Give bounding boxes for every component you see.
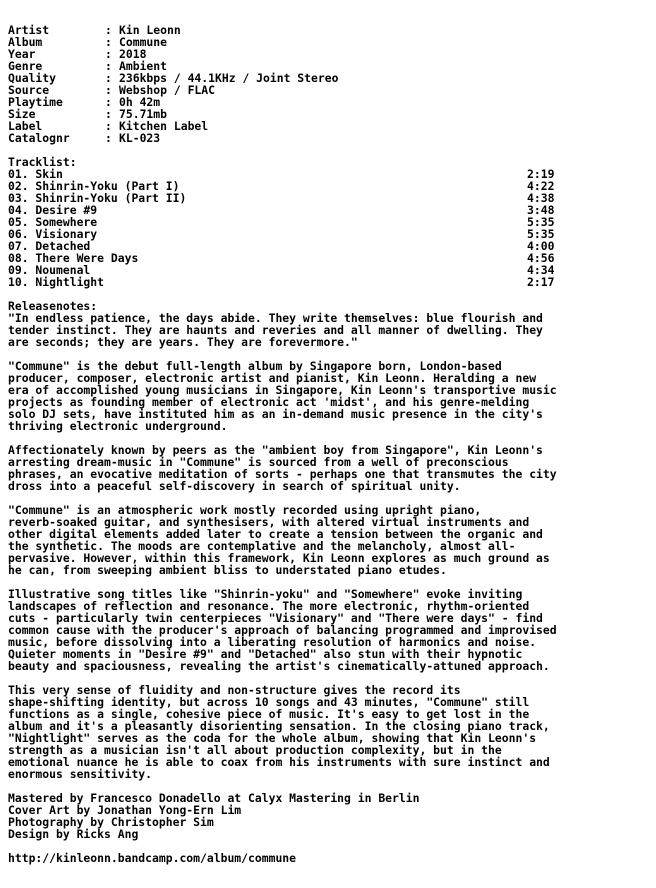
- paragraph-line: thriving electronic underground.: [8, 419, 228, 433]
- paragraph-line: Quieter moments in "Desire #9" and "Detached" also stun with their hypnotic: [8, 647, 523, 661]
- track-title: 06. Visionary: [8, 227, 98, 241]
- paragraph-line: shape-shifting identity, but across 10 songs and 43 minutes, "Commune" still: [8, 695, 530, 709]
- info-colon: :: [105, 47, 112, 61]
- track-row: [8, 228, 653, 240]
- info-colon: :: [105, 119, 112, 133]
- track-row: [8, 264, 653, 276]
- paragraph-line: solo DJ sets, have instituted him as an in-demand music presence in the city's: [8, 407, 543, 421]
- info-key: Quality: [8, 71, 57, 85]
- track-duration: 3:48: [527, 203, 555, 217]
- paragraph-line: "Commune" is the debut full-length album by Singapore born, London-based: [8, 359, 502, 373]
- info-key: Size: [8, 107, 36, 121]
- spacer: [8, 144, 653, 156]
- releasenotes-paragraph: [8, 684, 653, 780]
- info-key: Catalognr: [8, 131, 70, 145]
- info-key: Album: [8, 35, 43, 49]
- info-colon: :: [105, 131, 112, 145]
- releasenotes-paragraph: [8, 312, 653, 348]
- paragraph-line: strength as a musician isn't all about production complexity, but in the: [8, 743, 502, 757]
- info-value: KL-023: [119, 131, 161, 145]
- track-title: 02. Shinrin-Yoku (Part I): [8, 179, 180, 193]
- paragraph-line: he can, from sweeping ambient bliss to understated piano etudes.: [8, 563, 447, 577]
- paragraph-line: This very sense of fluidity and non-structure gives the record its: [8, 683, 461, 697]
- info-value: Commune: [119, 35, 168, 49]
- info-block: [8, 24, 653, 144]
- paragraph-line: functions as a single, cohesive piece of music. It's easy to get lost in the: [8, 707, 530, 721]
- paragraph-line: arresting dream-music in "Commune" is sourced from a well of preconscious: [8, 455, 509, 469]
- releasenotes-paragraph: [8, 504, 653, 576]
- paragraph-line: "Nightlight" serves as the coda for the whole album, showing that Kin Leonn's: [8, 731, 537, 745]
- paragraph-line: projects as founding member of electronic act 'midst', and his genre-melding: [8, 395, 530, 409]
- paragraph-line: landscapes of reflection and resonance. The more electronic, rhythm-oriented: [8, 599, 530, 613]
- info-colon: :: [105, 59, 112, 73]
- track-title: 09. Noumenal: [8, 263, 91, 277]
- releasenotes-heading: Releasenotes:: [8, 299, 98, 313]
- info-colon: :: [105, 95, 112, 109]
- paragraph-line: Affectionately known by peers as the "ambient boy from Singapore", Kin Leonn's: [8, 443, 543, 457]
- info-value: Ambient: [119, 59, 168, 73]
- info-key: Genre: [8, 59, 43, 73]
- releasenotes-paragraph: [8, 444, 653, 492]
- paragraph-line: other digital elements added later to create a tension between the organic and: [8, 527, 543, 541]
- track-row: [8, 276, 653, 288]
- track-duration: 4:22: [527, 179, 555, 193]
- info-value: 236kbps / 44.1KHz / Joint Stereo: [119, 71, 339, 85]
- track-row: [8, 204, 653, 216]
- info-key: Artist: [8, 23, 50, 37]
- info-key: Year: [8, 47, 36, 61]
- info-value: Kin Leonn: [119, 23, 181, 37]
- credit-line: Photography by Christopher Sim: [8, 815, 214, 829]
- track-title: 01. Skin: [8, 167, 63, 181]
- paragraph-line: enormous sensitivity.: [8, 767, 153, 781]
- paragraph-line: phrases, an evocative meditation of sorts - perhaps one that transmutes the city: [8, 467, 557, 481]
- info-key: Source: [8, 83, 50, 97]
- info-value: 75.71mb: [119, 107, 168, 121]
- info-value: Kitchen Label: [119, 119, 209, 133]
- info-value: 2018: [119, 47, 147, 61]
- nfo-document: [8, 24, 653, 864]
- paragraph-line: beauty and spaciousness, revealing the artist's cinematically-attuned approach.: [8, 659, 550, 673]
- track-duration: 4:38: [527, 191, 555, 205]
- paragraph-line: common cause with the producer's approach of balancing programmed and improvised: [8, 623, 557, 637]
- releasenotes: [8, 312, 653, 780]
- info-value: Webshop / FLAC: [119, 83, 216, 97]
- track-duration: 5:35: [527, 227, 555, 241]
- track-duration: 5:35: [527, 215, 555, 229]
- credit-line: Cover Art by Jonathan Yong-Ern Lim: [8, 803, 242, 817]
- paragraph-line: dross into a peaceful self-discovery in search of spiritual unity.: [8, 479, 461, 493]
- info-value: 0h 42m: [119, 95, 161, 109]
- tracklist: [8, 168, 653, 288]
- paragraph-line: pervasive. However, within this framework, Kin Leonn explores as much ground as: [8, 551, 550, 565]
- info-colon: :: [105, 35, 112, 49]
- credits: [8, 792, 653, 840]
- paragraph-line: tender instinct. They are haunts and reveries and all manner of dwelling. They: [8, 323, 543, 337]
- paragraph-line: cuts - particularly twin centerpieces "Visionary" and "There were days" - find: [8, 611, 543, 625]
- track-duration: 2:19: [527, 167, 555, 181]
- paragraph-line: producer, composer, electronic artist and pianist, Kin Leonn. Heralding a new: [8, 371, 537, 385]
- info-key: Playtime: [8, 95, 63, 109]
- paragraph-line: the synthetic. The moods are contemplative and the melancholy, almost all-: [8, 539, 516, 553]
- paragraph-line: emotional nuance he is able to coax from his instruments with sure instinct and: [8, 755, 550, 769]
- track-duration: 2:17: [527, 275, 555, 289]
- info-row: [8, 132, 653, 144]
- releasenotes-paragraph: [8, 588, 653, 672]
- paragraph-line: reverb-soaked guitar, and synthesisers, with altered virtual instruments and: [8, 515, 530, 529]
- track-duration: 4:00: [527, 239, 555, 253]
- track-title: 04. Desire #9: [8, 203, 98, 217]
- paragraph-line: "Commune" is an atmospheric work mostly recorded using upright piano,: [8, 503, 482, 517]
- track-title: 08. There Were Days: [8, 251, 139, 265]
- track-row: [8, 216, 653, 228]
- track-duration: 4:34: [527, 263, 555, 277]
- info-colon: :: [105, 107, 112, 121]
- info-key: Label: [8, 119, 43, 133]
- paragraph-line: music, before dissolving into a liberating resolution of harmonics and noise.: [8, 635, 537, 649]
- track-title: 05. Somewhere: [8, 215, 98, 229]
- track-duration: 4:56: [527, 251, 555, 265]
- track-row: [8, 192, 653, 204]
- releasenotes-paragraph: [8, 360, 653, 432]
- tracklist-heading: Tracklist:: [8, 155, 77, 169]
- track-title: 03. Shinrin-Yoku (Part II): [8, 191, 187, 205]
- track-title: 10. Nightlight: [8, 275, 105, 289]
- paragraph-line: era of accomplished young musicians in Singapore, Kin Leonn's transportive music: [8, 383, 557, 397]
- paragraph-line: are seconds; they are years. They are forevermore.": [8, 335, 358, 349]
- info-colon: :: [105, 71, 112, 85]
- track-title: 07. Detached: [8, 239, 91, 253]
- credit-line: Design by Ricks Ang: [8, 827, 139, 841]
- paragraph-line: "In endless patience, the days abide. They write themselves: blue flourish and: [8, 311, 543, 325]
- paragraph-line: album and it's a pleasantly disorienting sensation. In the closing piano track,: [8, 719, 550, 733]
- spacer: [8, 288, 653, 300]
- info-colon: :: [105, 23, 112, 37]
- album-url: http://kinleonn.bandcamp.com/album/commune: [8, 851, 297, 865]
- paragraph-line: Illustrative song titles like "Shinrin-yoku" and "Somewhere" evoke inviting: [8, 587, 523, 601]
- track-row: [8, 252, 653, 264]
- credit-line: Mastered by Francesco Donadello at Calyx Mastering in Berlin: [8, 791, 420, 805]
- info-colon: :: [105, 83, 112, 97]
